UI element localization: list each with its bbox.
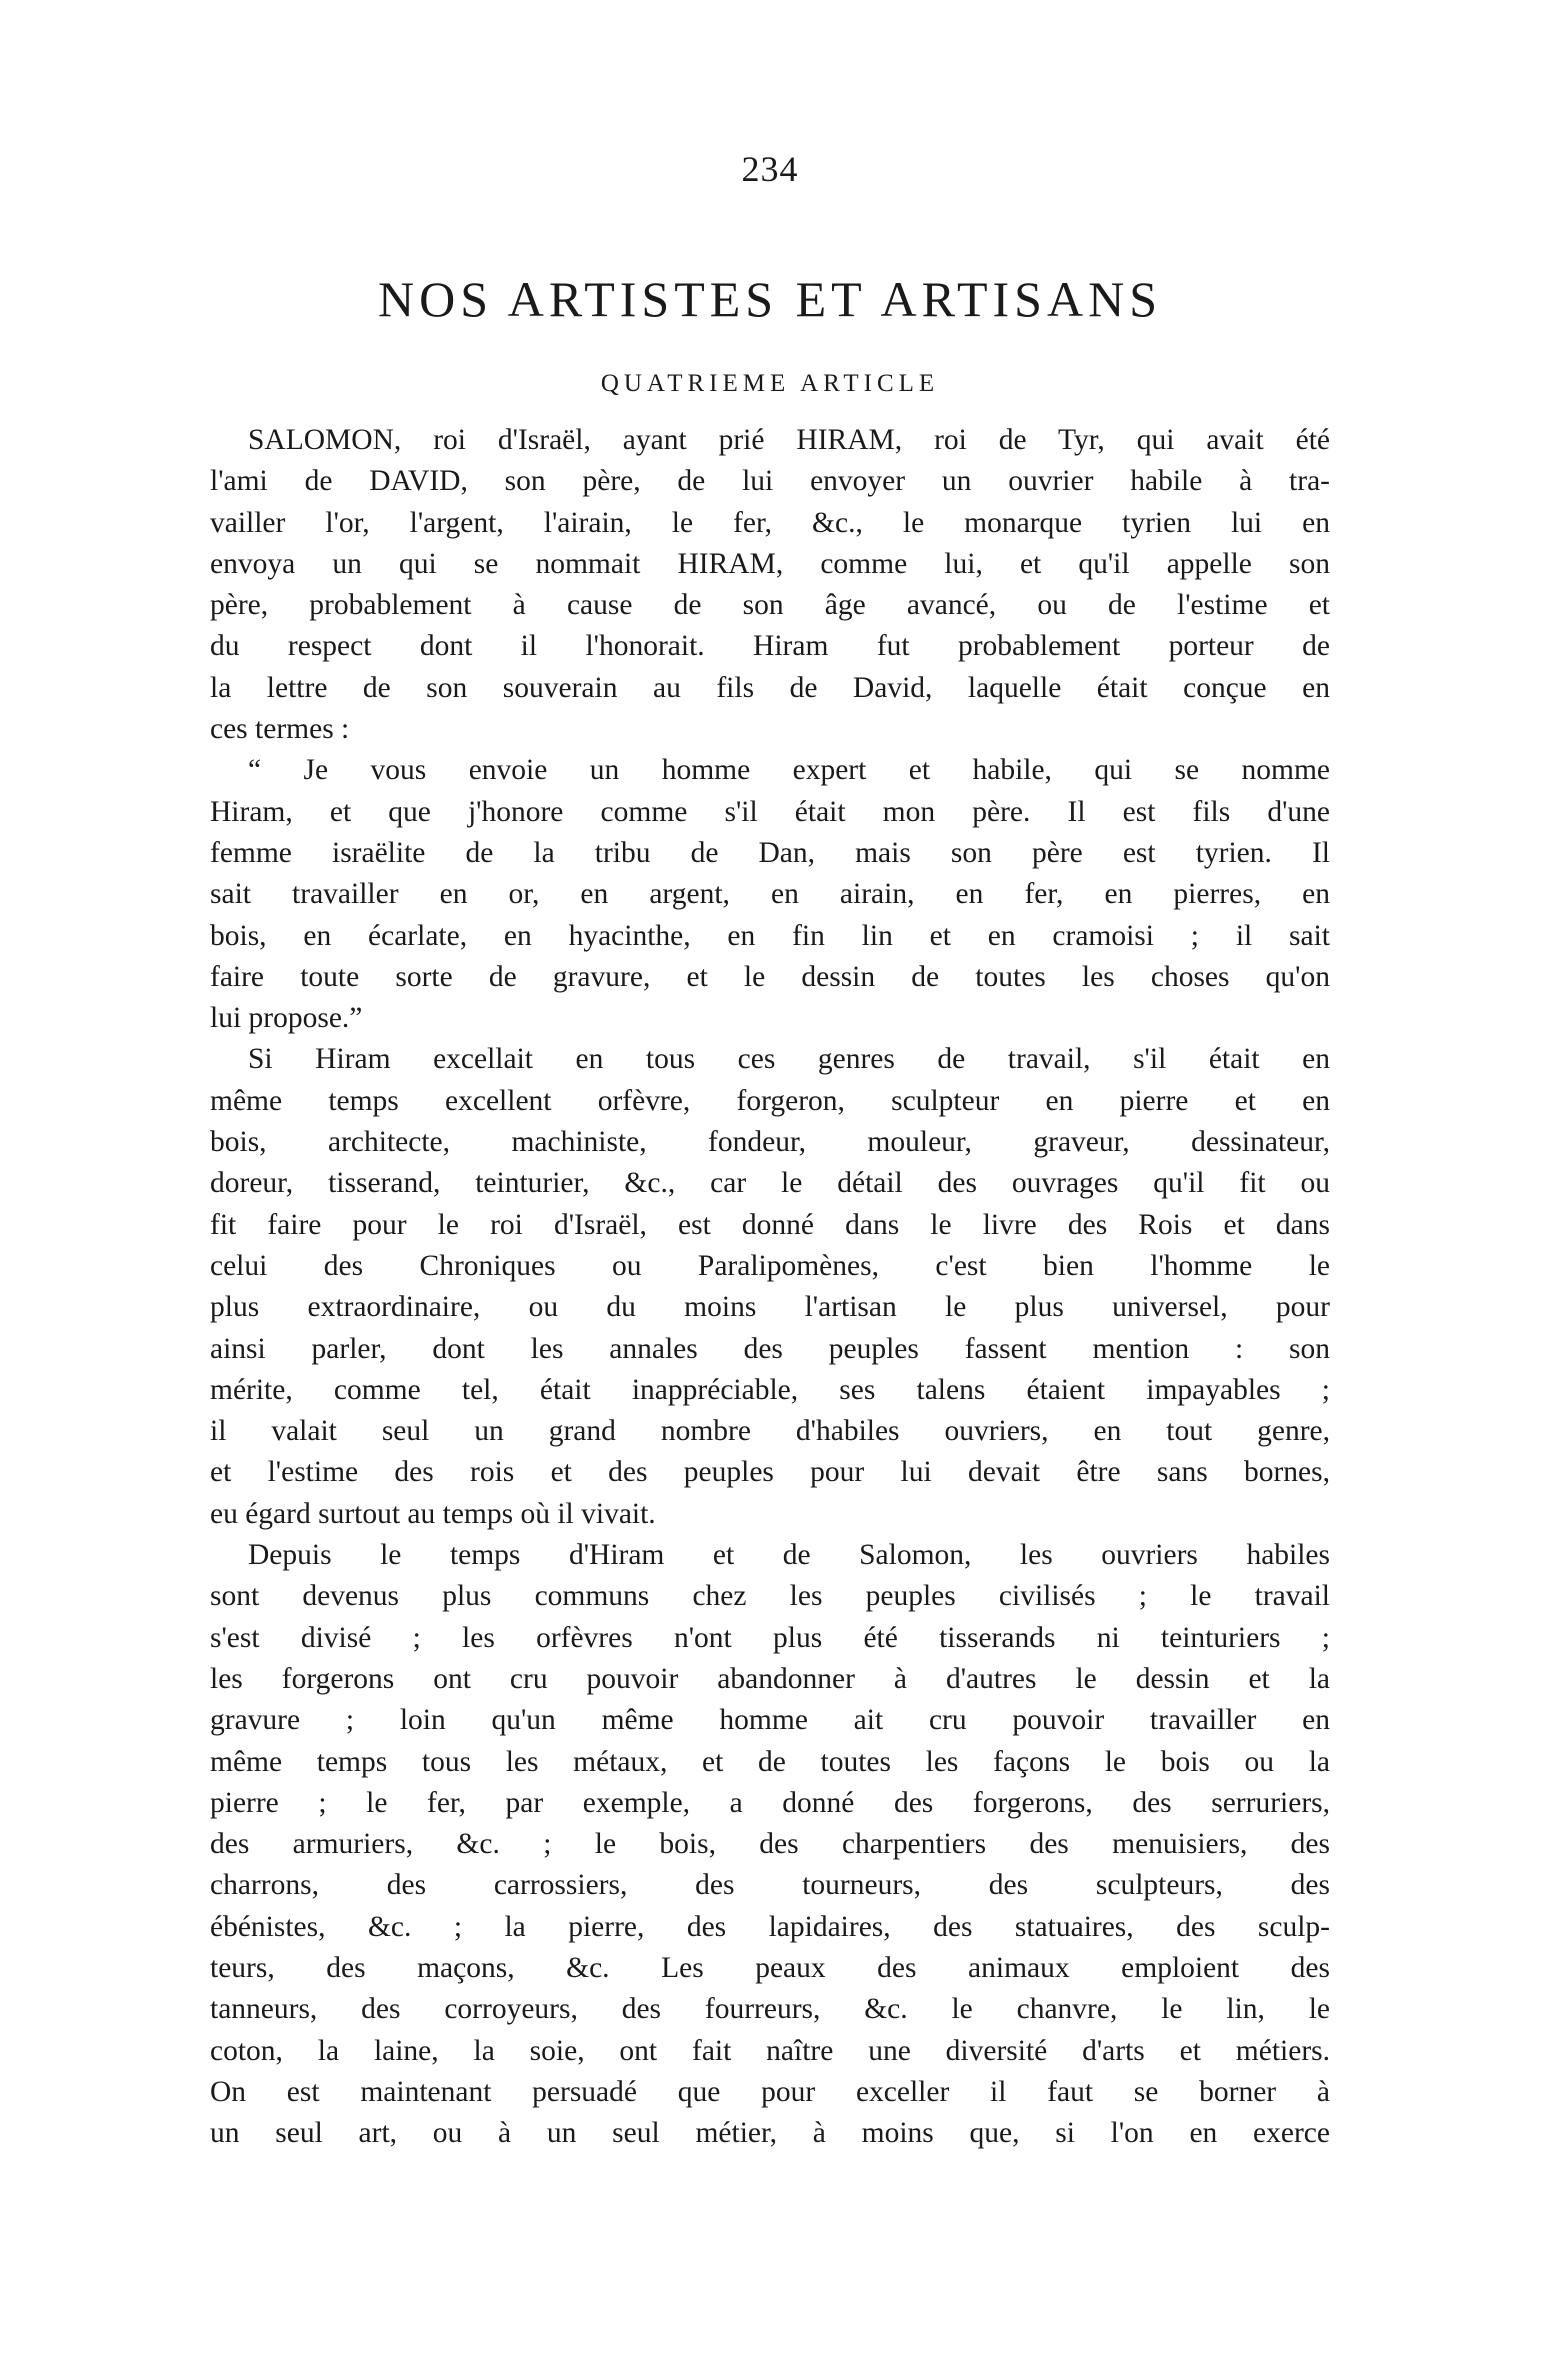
text-line: même temps excellent orfèvre, forgeron, sculpteur en pierre et en [210,1084,1330,1117]
text-line: Hiram, et que j'honore comme s'il était mon père. Il est fils d'une [210,795,1330,828]
text-line: ainsi parler, dont les annales des peuples fassent mention : son [210,1332,1330,1365]
text-line: doreur, tisserand, teinturier, &c., car le détail des ouvrages qu'il fit ou [210,1167,1330,1200]
text-line: la lettre de son souverain au fils de David, laquelle était conçue en [210,671,1330,704]
text-line: celui des Chroniques ou Paralipomènes, c'est bien l'homme le [210,1249,1330,1282]
article-subtitle: QUATRIEME ARTICLE [600,370,940,397]
text-line: bois, en écarlate, en hyacinthe, en fin lin et en cramoisi ; il sait [210,919,1330,952]
text-line: du respect dont il l'honorait. Hiram fut probablement porteur de [210,630,1330,663]
text-line: un seul art, ou à un seul métier, à moins que, si l'on en exerce [210,2117,1330,2150]
text-line: plus extraordinaire, ou du moins l'artisan le plus universel, pour [210,1291,1330,1324]
text-line: sait travailler en or, en argent, en airain, en fer, en pierres, en [210,878,1330,911]
page-number: 234 [741,149,799,189]
text-line: l'ami de DAVID, son père, de lui envoyer un ouvrier habile à tra- [210,465,1330,498]
text-line: sont devenus plus communs chez les peuples civilisés ; le travail [210,1580,1330,1613]
article-title: NOS ARTISTES ET ARTISANS [377,271,1162,327]
text-line: ces termes : [210,713,350,746]
text-line: SALOMON, roi d'Israël, ayant prié HIRAM, roi de Tyr, qui avait été [248,424,1330,456]
text-line: Si Hiram excellait en tous ces genres de travail, s'il était en [248,1043,1330,1076]
text-line: faire toute sorte de gravure, et le dessin de toutes les choses qu'on [210,960,1330,993]
text-line: coton, la laine, la soie, ont fait naître une diversité d'arts et métiers. [210,2034,1330,2067]
text-line: charrons, des carrossiers, des tourneurs, des sculpteurs, des [210,1869,1330,1902]
text-line: vailler l'or, l'argent, l'airain, le fer, &c., le monarque tyrien lui en [210,506,1330,539]
text-line: les forgerons ont cru pouvoir abandonner à d'autres le dessin et la [210,1662,1330,1695]
text-line: “ Je vous envoie un homme expert et habile, qui se nomme [248,754,1330,787]
text-line: femme israëlite de la tribu de Dan, mais son père est tyrien. Il [210,836,1330,869]
text-line: s'est divisé ; les orfèvres n'ont plus été tisserands ni teinturiers ; [210,1621,1330,1654]
text-line: teurs, des maçons, &c. Les peaux des animaux emploient des [210,1951,1330,1984]
text-line: bois, architecte, machiniste, fondeur, mouleur, graveur, dessinateur, [210,1126,1330,1159]
text-line: gravure ; loin qu'un même homme ait cru pouvoir travailler en [210,1704,1330,1737]
book-page [210,0,1330,2365]
text-line: tanneurs, des corroyeurs, des fourreurs, &c. le chanvre, le lin, le [210,1993,1330,2026]
text-line: même temps tous les métaux, et de toutes les façons le bois ou la [210,1745,1330,1778]
text-line: et l'estime des rois et des peuples pour lui devait être sans bornes, [210,1456,1330,1489]
text-line: On est maintenant persuadé que pour exceller il faut se borner à [210,2075,1330,2108]
text-line: fit faire pour le roi d'Israël, est donné dans le livre des Rois et dans [210,1208,1330,1241]
text-line: ébénistes, &c. ; la pierre, des lapidaires, des statuaires, des sculp- [210,1910,1330,1943]
text-line: mérite, comme tel, était inappréciable, ses talens étaient impayables ; [210,1373,1330,1406]
text-line: père, probablement à cause de son âge avancé, ou de l'estime et [210,589,1330,622]
article-body [210,420,1330,2154]
text-line: il valait seul un grand nombre d'habiles ouvriers, en tout genre, [210,1415,1330,1448]
text-line: des armuriers, &c. ; le bois, des charpentiers des menuisiers, des [210,1828,1330,1861]
text-line: pierre ; le fer, par exemple, a donné des forgerons, des serruriers, [210,1786,1330,1819]
text-line: eu égard surtout au temps où il vivait. [210,1497,656,1530]
text-line: envoya un qui se nommait HIRAM, comme lui, et qu'il appelle son [210,547,1330,580]
text-line: lui propose.” [210,1002,363,1035]
text-line: Depuis le temps d'Hiram et de Salomon, les ouvriers habiles [248,1539,1330,1572]
